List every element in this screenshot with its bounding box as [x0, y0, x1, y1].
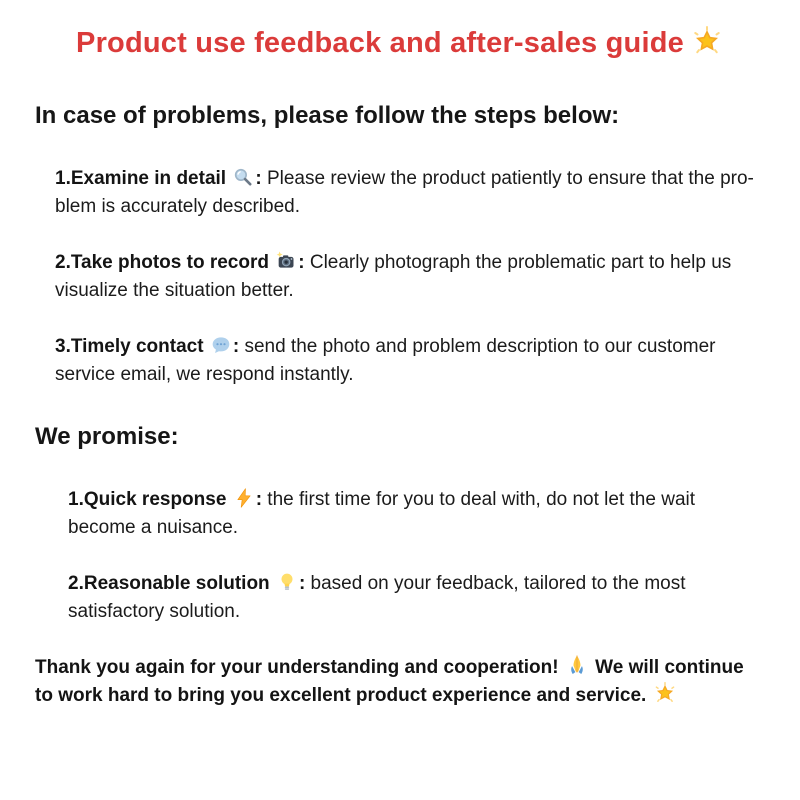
closing-text-2: We will continue to work hard to bring you excellent product experience and service. — [35, 657, 744, 706]
item-text: send the photo and problem description to our customer service email, we respond instantly. — [55, 336, 716, 385]
speech-balloon-icon — [211, 335, 231, 355]
magnifying-glass-icon — [233, 167, 253, 187]
problem-steps-list — [55, 165, 755, 389]
item-label: 1.Examine in detail — [55, 168, 227, 189]
item-colon: : — [298, 252, 305, 273]
light-bulb-icon — [277, 572, 297, 592]
item-text: based on your feedback, tailored to the most satisfactory solution. — [68, 573, 686, 622]
item-label-wrap — [55, 336, 239, 357]
list-item — [55, 249, 755, 305]
item-text: Please review the product patiently to ensure that the pro-blem is accurately described. — [55, 168, 754, 217]
page-title-text: Product use feedback and after-sales guide — [76, 27, 684, 59]
folded-hands-icon — [566, 654, 588, 676]
page-title — [0, 26, 800, 60]
list-item — [68, 486, 758, 542]
item-text: Clearly photograph the problematic part to help us visualize the situation better. — [55, 252, 732, 301]
camera-with-flash-icon — [276, 251, 296, 271]
item-label: 2.Take photos to record — [55, 252, 269, 273]
item-label-wrap — [68, 489, 262, 510]
item-label-wrap — [55, 168, 262, 189]
item-colon: : — [255, 489, 263, 510]
item-label: 2.Reasonable solution — [68, 573, 270, 594]
item-colon: : — [232, 336, 240, 357]
closing-paragraph — [35, 654, 762, 710]
section-heading-promise: We promise: — [35, 423, 179, 450]
item-label: 1.Quick response — [68, 489, 227, 510]
list-item — [55, 333, 755, 389]
item-colon: : — [298, 573, 306, 594]
item-label-wrap — [68, 573, 305, 594]
item-colon: : — [255, 168, 262, 189]
section-heading-problems: In case of problems, please follow the steps below: — [35, 102, 620, 129]
closing-text-1: Thank you again for your understanding and cooperation! — [35, 657, 559, 678]
glowing-star-icon — [692, 26, 722, 56]
glowing-star-icon — [654, 682, 676, 704]
list-item — [68, 570, 758, 626]
item-text: the first time for you to deal with, do not let the wait become a nuisance. — [68, 489, 696, 538]
item-label: 3.Timely contact — [55, 336, 204, 357]
item-label-wrap — [55, 252, 305, 273]
lightning-bolt-icon — [234, 488, 254, 508]
promise-list — [68, 486, 758, 626]
list-item — [55, 165, 755, 221]
